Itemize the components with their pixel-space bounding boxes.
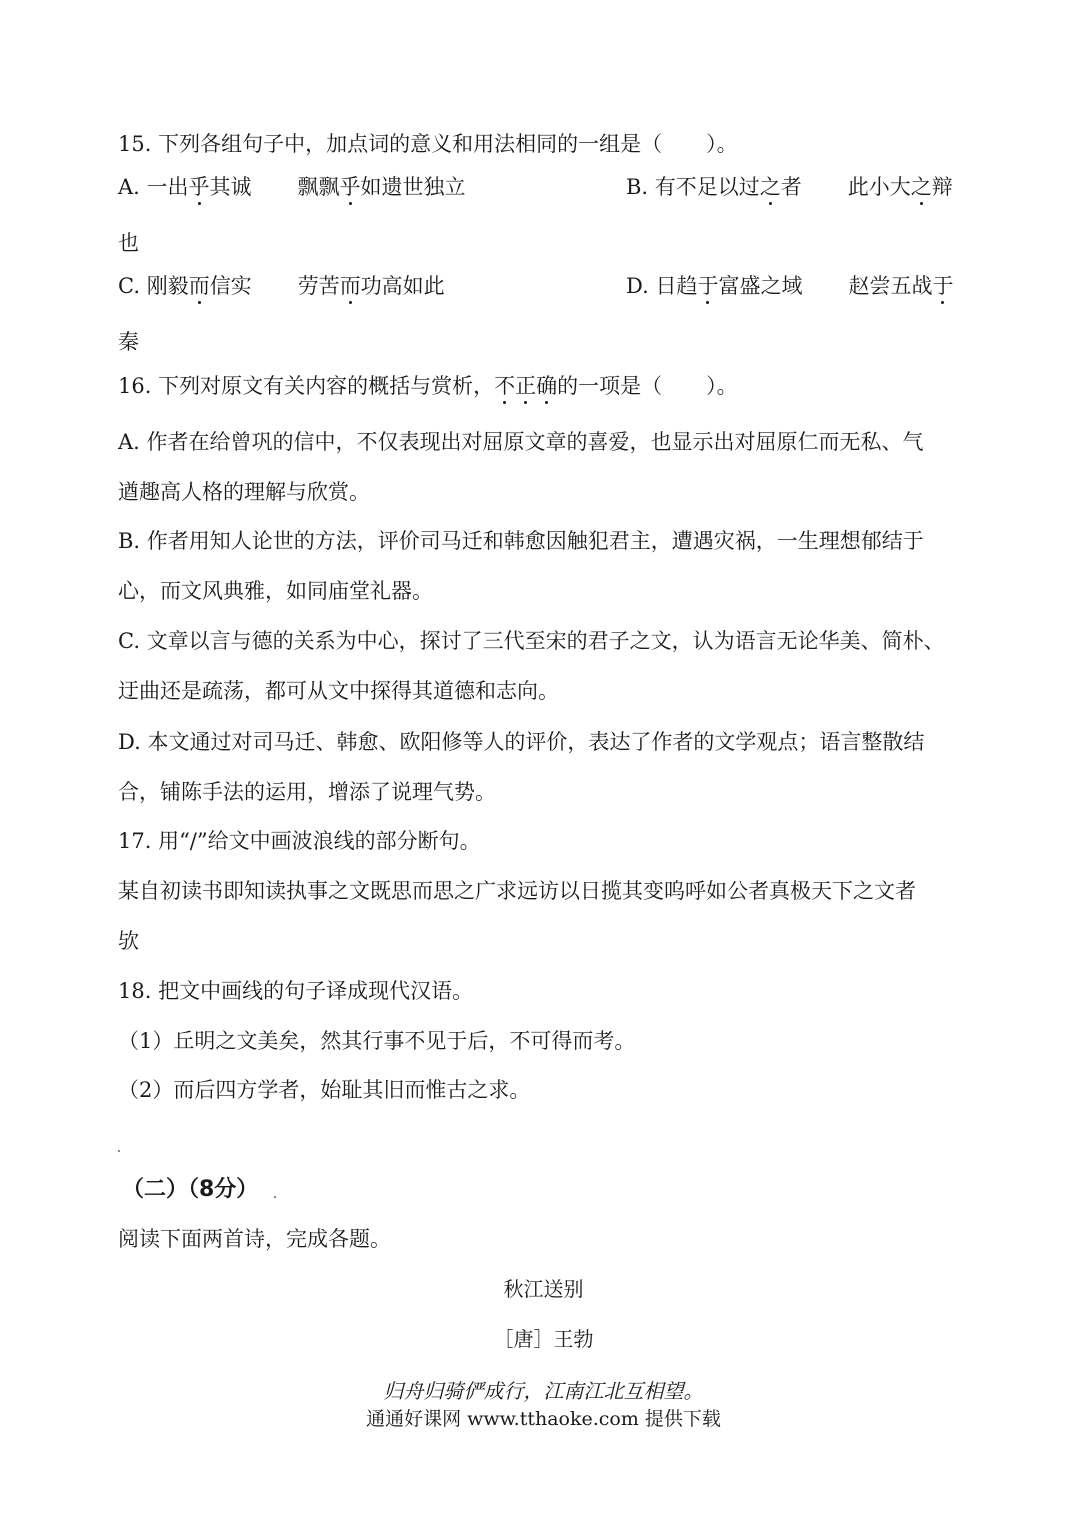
footer-source: 通通好课网 www.tthaoke.com 提供下载 — [366, 1408, 721, 1430]
q15-stem: 15. 下列各组句子中，加点词的意义和用法相同的一组是（ ）。 — [118, 132, 738, 156]
q17-text-line1: 某自初读书即知读执事之文既思而思之广求远访以日揽其变呜呼如公者真极天下之文者 — [118, 879, 916, 903]
q15-option-c: C. 刚毅而信实 劳苦而功高如此 — [118, 274, 445, 298]
section-instruction: 阅读下面两首诗，完成各题。 — [118, 1227, 391, 1251]
poem-line-1: 归舟归骑俨成行，江南江北互相望。 — [383, 1379, 704, 1403]
q18-item-1: （1）丘明之文美矣，然其行事不见于后，不可得而考。 — [118, 1029, 636, 1053]
scan-speck — [274, 1196, 276, 1198]
q16-option-c-line1: C. 文章以言与德的关系为中心，探讨了三代至宋的君子之文，认为语言无论华美、简朴、 — [118, 629, 945, 653]
q16-option-b-line2: 心，而文风典雅，如同庙堂礼器。 — [118, 579, 433, 603]
q16-option-d-line1: D. 本文通过对司马迁、韩愈、欧阳修等人的评价，表达了作者的文学观点；语言整散结 — [118, 730, 925, 754]
q18-stem: 18. 把文中画线的句子译成现代汉语。 — [118, 979, 474, 1003]
q15-option-b: B. 有不足以过之者 此小大之辩 — [626, 175, 953, 199]
q15-option-d: D. 日趋于富盛之域 赵尝五战于 — [626, 274, 954, 298]
q16-option-a-line1: A. 作者在给曾巩的信中，不仅表现出对屈原文章的喜爱，也显示出对屈原仁而无私、气 — [118, 430, 924, 454]
q17-stem: 17. 用“/”给文中画波浪线的部分断句。 — [118, 829, 481, 853]
q17-text-line2: 欤 — [118, 929, 139, 953]
q16-option-d-line2: 合，铺陈手法的运用，增添了说理气势。 — [118, 780, 496, 804]
q15-option-b-wrap: 也 — [118, 231, 139, 255]
scan-speck — [118, 1150, 120, 1152]
q16-option-a-line2: 遒趣高人格的理解与欣赏。 — [118, 480, 370, 504]
q15-option-d-wrap: 秦 — [118, 330, 139, 354]
q16-option-b-line1: B. 作者用知人论世的方法，评价司马迁和韩愈因触犯君主，遭遇灾祸，一生理想郁结于 — [118, 529, 924, 553]
section-heading: （二）（8分） — [122, 1177, 259, 1202]
q18-item-2: （2）而后四方学者，始耻其旧而惟古之求。 — [118, 1078, 531, 1102]
q15-option-a: A. 一出乎其诚 飘飘乎如遗世独立 — [118, 175, 466, 199]
q16-stem: 16. 下列对原文有关内容的概括与赏析，不正确的一项是（ ）。 — [118, 374, 738, 398]
poem-author: ［唐］王勃 — [493, 1327, 594, 1351]
poem-title: 秋江送别 — [503, 1277, 584, 1301]
q16-option-c-line2: 迂曲还是疏荡，都可从文中探得其道德和志向。 — [118, 679, 559, 703]
